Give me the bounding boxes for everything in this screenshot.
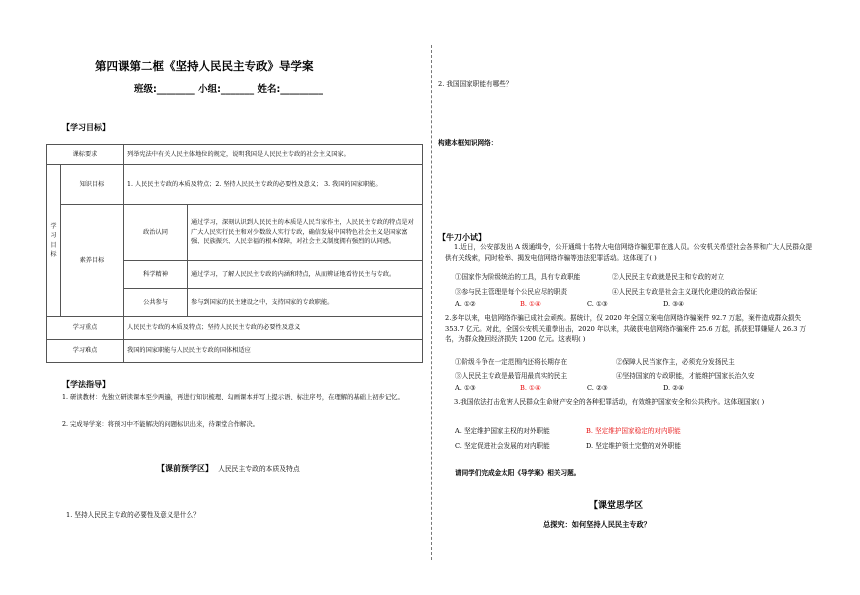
quiz-q1-option-d: D. ③④ — [663, 300, 685, 308]
objectives-heading: 【学习目标】 — [62, 123, 110, 132]
exercise-reminder: 请同学们完成金太阳《导学案》相关习题。 — [455, 469, 581, 477]
quiz-q2-statement-1: ①阶级斗争在一定范围内还将长期存在 — [455, 358, 568, 366]
participation-text: 参与到国家的民主建设之中，支持国家的专政职能。 — [188, 289, 423, 317]
quiz-q2-option-a: A. ①③ — [455, 384, 476, 392]
quiz-q2-option-d: D. ②④ — [663, 384, 685, 392]
quiz-q2-statement-2: ②保障人民当家作主，必须充分发扬民主 — [616, 358, 735, 366]
preview-topic: 人民民主专政的本质及特点 — [218, 465, 300, 473]
reflect-heading: 【课堂思学区 — [589, 501, 644, 511]
method-item-1: 1. 研读教材：先独立研读课本至少两遍，再进行知识梳理、勾画课本并写上提示语、标注序号，在理解的基础上初步记忆。 — [62, 394, 404, 401]
quiz-q2-statement-3: ③人民民主专政是最管用最真实的民主 — [455, 372, 568, 380]
objectives-table — [46, 144, 423, 363]
student-info-line: 班级:________ 小组:_______ 姓名:_________ — [134, 84, 324, 95]
quiz-q3-option-d: D. 坚定维护领土完整的对外职能 — [586, 442, 681, 450]
quiz-q3-option-b: B. 坚定维护国家稳定的对内职能 — [586, 427, 681, 435]
network-heading: 构建本框知识网络： — [438, 139, 498, 147]
big-question: 总探究：如何坚持人民民主专政？ — [543, 520, 651, 529]
quiz-q2-statement-4: ④坚持国家的专政职能，才能维护国家长治久安 — [616, 372, 755, 380]
quiz-q3-option-c: C. 坚定促进社会发展的对内职能 — [455, 442, 550, 450]
political-label: 政治认同 — [124, 205, 188, 261]
quiz-q1-option-c: C. ①③ — [587, 300, 608, 308]
difficulty-text: 我国的国家职能与人民民主专政的国体相适应 — [124, 340, 423, 363]
preview-header — [157, 456, 300, 475]
preview-heading: 【课前预学区】 — [157, 464, 213, 473]
page-title: 第四课第二框《坚持人民民主专政》导学案 — [95, 59, 314, 73]
quiz-q1-statement-3: ③参与民主管理是每个公民应尽的职责 — [455, 288, 568, 296]
participation-label: 公共参与 — [124, 289, 188, 317]
quiz-q1-statement-1: ①国家作为阶级统治的工具，具有专政职能 — [455, 273, 581, 281]
curriculum-label: 课标要求 — [47, 145, 124, 165]
quiz-q3-option-a: A. 坚定维护国家主权的对外职能 — [455, 427, 550, 435]
science-label: 科学精神 — [124, 261, 188, 289]
focus-text: 人民民主专政的本质及特点；坚持人民民主专政的必要性及意义 — [124, 317, 423, 340]
method-item-2: 2. 完成导学案：将预习中不能解决的问题标识出来，待课堂合作解决。 — [62, 421, 259, 428]
page-divider — [431, 45, 432, 560]
method-heading: 【学法指导】 — [62, 380, 110, 389]
political-text: 通过学习，深刻认识到人民民主的本质是人民当家作主，人民民主专政的特点是对广大人民实行民主和对少数敌人实行专政，确信发展中国特色社会主义是国家富强、民族振兴、人民幸福的根本保障，对社会主义制度拥有强烈的认同感。 — [188, 205, 423, 261]
quiz-q1-statement-4: ④人民民主专政是社会主义现代化建设的政治保证 — [612, 288, 758, 296]
knowledge-text: 1. 人民民主专政的本质及特点；2. 坚持人民民主专政的必要性及意义； 3. 我国的国家职能。 — [124, 165, 423, 205]
quiz-heading: 【牛刀小试】 — [438, 233, 486, 242]
quiz-q2-stem: 2.多年以来，电信网络诈骗已成社会顽疾。据统计，仅 2020 年全国立案电信网络诈骗案件 92.7 万起，案件造成群众损失 353.7 亿元。对此，全国公安机关重拳出击，2020 年以来，共破获电信网络诈骗案件 25.6 万起，抓获犯罪嫌疑人 26.3 万名，为群众挽回经济损失 1200 亿元。这表明( ) — [445, 314, 807, 344]
literacy-label: 素养目标 — [61, 205, 124, 317]
quiz-q1-option-a: A. ①② — [455, 300, 476, 308]
question-2: 2. 我国国家职能有哪些？ — [438, 80, 513, 88]
focus-label: 学习重点 — [47, 317, 124, 340]
quiz-q1-option-b: B. ①④ — [520, 300, 541, 308]
knowledge-label: 知识目标 — [61, 165, 124, 205]
difficulty-label: 学习难点 — [47, 340, 124, 363]
curriculum-text: 列举宪法中有关人民主体地位的规定，说明我国是人民民主专政的社会主义国家。 — [124, 145, 423, 165]
science-text: 通过学习，了解人民民主专政的内涵和特点，从而辨证地看待民主与专政。 — [188, 261, 423, 289]
quiz-q2-option-b: B. ①④ — [520, 384, 541, 392]
objectives-group-label: 学习目标 — [47, 165, 61, 317]
quiz-q3-stem: 3.我国依法打击危害人民群众生命财产安全的各种犯罪活动，有效维护国家安全和公共秩序。这体现国家( ) — [454, 398, 765, 406]
quiz-q1-statement-2: ②人民民主专政就是民主和专政的对立 — [612, 273, 725, 281]
quiz-q2-option-c: C. ②③ — [587, 384, 608, 392]
quiz-q1-stem: 1.近日，公安部发出 A 级通缉令，公开通缉十名特大电信网络诈骗犯罪在逃人员。公安机关希望社会各界和广大人民群众提供有关线索，同时检举、揭发电信网络诈骗等违法犯罪活动。这体现了( ) — [445, 243, 813, 262]
question-1: 1. 坚持人民民主专政的必要性及意义是什么？ — [66, 511, 200, 519]
